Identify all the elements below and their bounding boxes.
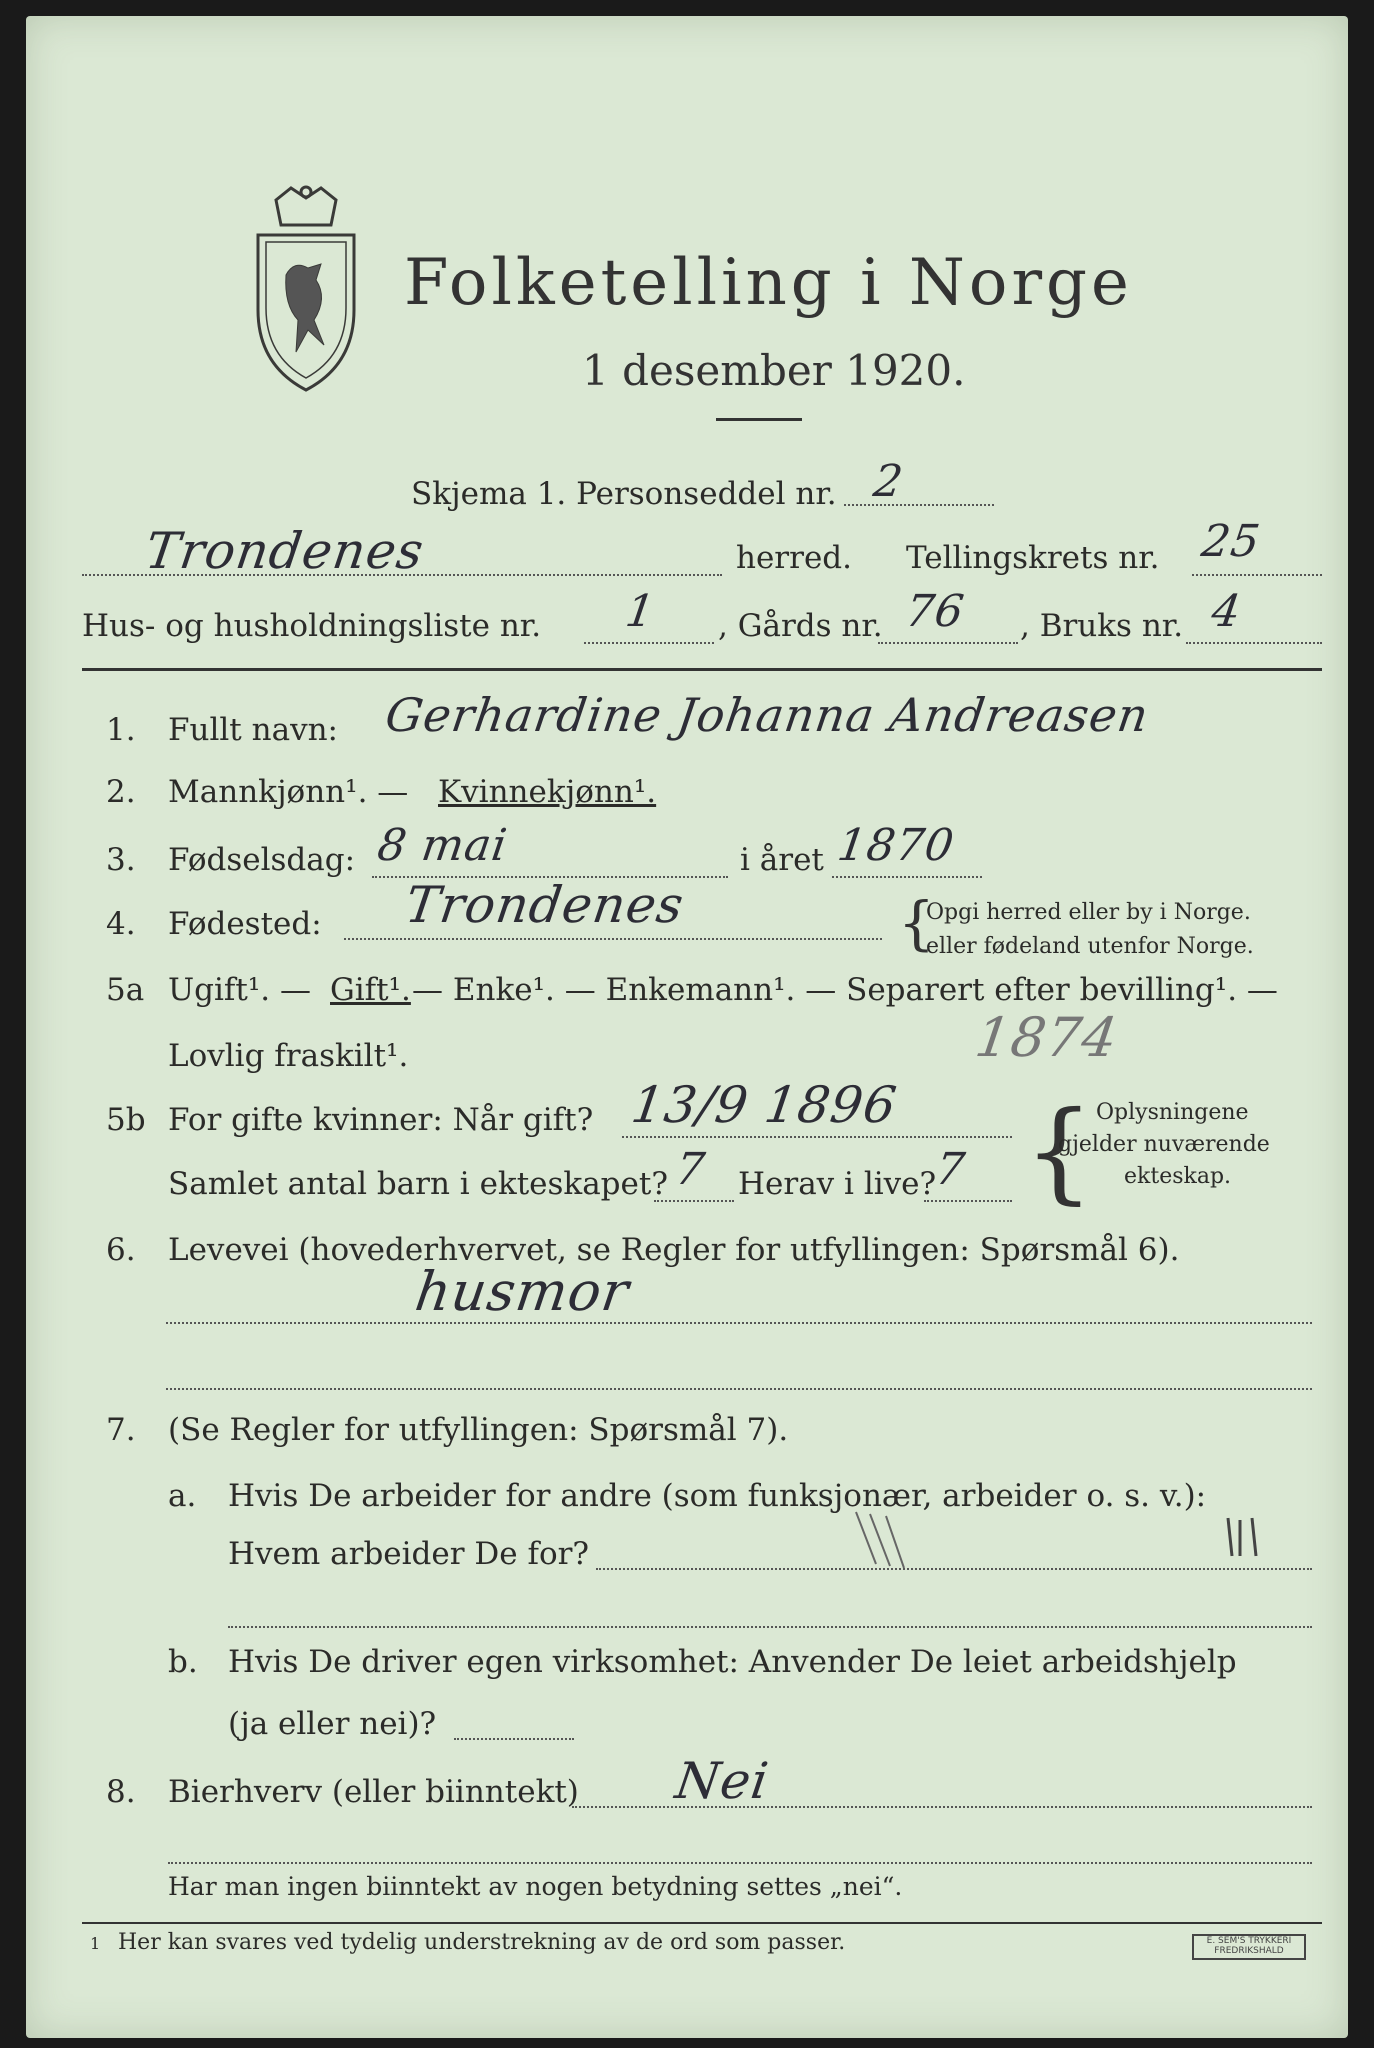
q4-number: 4.	[106, 906, 136, 942]
form-title: Folketelling i Norge	[404, 246, 1133, 320]
herred-label: herred.	[736, 540, 852, 576]
q4-brace: {	[898, 889, 935, 957]
q2-male-option: Mannkjønn¹. —	[168, 774, 409, 810]
q7b-label: Hvis De driver egen virksomhet: Anvender De leiet arbeidshjelp	[228, 1644, 1237, 1680]
q8-line	[572, 1806, 1312, 1808]
q5b-note-1: Oplysningene	[1096, 1100, 1249, 1125]
q4-note-2: eller fødeland utenfor Norge.	[926, 934, 1254, 959]
q5b-children-label: Samlet antal barn i ekteskapet?	[168, 1166, 668, 1202]
q5b-alive-label: Herav i live?	[738, 1166, 937, 1202]
q8-number: 8.	[106, 1774, 136, 1810]
q3-number: 3.	[106, 842, 136, 878]
q7a-employer-label: Hvem arbeider De for?	[228, 1536, 590, 1572]
norway-coat-of-arms-icon	[236, 180, 376, 400]
q5a-annotation: 1874	[971, 1006, 1122, 1069]
q6-occupation: husmor	[411, 1260, 634, 1323]
q5b-label: For gifte kvinner: Når gift?	[168, 1102, 594, 1138]
q5b-marriage-line	[622, 1136, 1012, 1138]
q3-year: 1870	[834, 820, 958, 871]
header-divider	[82, 668, 1322, 671]
q5b-note-3: ekteskap.	[1124, 1164, 1232, 1189]
household-line	[584, 642, 714, 644]
q2-female-option: Kvinnekjønn¹.	[438, 774, 657, 810]
footer-divider	[82, 1922, 1322, 1924]
q5b-number: 5b	[106, 1102, 146, 1138]
q7b-answer-label: (ja eller nei)?	[228, 1706, 437, 1742]
bruks-value: 4	[1208, 586, 1245, 637]
q7a-line-2	[228, 1626, 1312, 1628]
q4-label: Fødested:	[168, 906, 322, 942]
q1-label: Fullt navn:	[168, 712, 338, 748]
q5b-note-2: gjelder nuværende	[1058, 1132, 1270, 1157]
bruks-label: , Bruks nr.	[1020, 608, 1184, 644]
household-label: Hus- og husholdningsliste nr.	[82, 608, 542, 644]
herred-value: Trondenes	[141, 522, 428, 580]
q5a-unmarried-option: Ugift¹. —	[168, 972, 311, 1008]
q1-full-name: Gerhardine Johanna Andreasen	[382, 688, 1153, 742]
q3-year-line	[832, 876, 982, 878]
schema-label: Skjema 1. Personseddel nr.	[411, 476, 837, 512]
title-divider	[716, 418, 802, 421]
schema-number: 2	[870, 456, 907, 507]
bruks-line	[1186, 642, 1322, 644]
q3-label: Fødselsdag:	[168, 842, 356, 878]
footer-note: Har man ingen biinntekt av nogen betydning settes „nei“.	[168, 1872, 903, 1901]
q5a-other-options: — Enke¹. — Enkemann¹. — Separert efter bevilling¹. —	[412, 972, 1278, 1008]
tellingskrets-value: 25	[1198, 516, 1264, 567]
q7b-letter: b.	[168, 1644, 198, 1680]
q4-birthplace-line	[344, 938, 882, 940]
q5b-brace: {	[1024, 1087, 1094, 1215]
q5b-alive-value: 7	[932, 1144, 969, 1195]
gards-line	[878, 642, 1018, 644]
q5a-divorced-option: Lovlig fraskilt¹.	[168, 1038, 409, 1074]
q5b-children-line	[654, 1200, 734, 1202]
q8-label: Bierhverv (eller biinntekt)	[168, 1774, 579, 1810]
q6-label: Levevei (hovederhvervet, se Regler for utfyllingen: Spørsmål 6).	[168, 1232, 1180, 1268]
q8-line-2	[168, 1862, 1312, 1864]
footnote-marker: 1	[90, 1934, 101, 1953]
tellingskrets-label: Tellingskrets nr.	[906, 540, 1160, 576]
q3-year-label: i året	[740, 842, 824, 878]
q5a-married-option: Gift¹.	[330, 972, 411, 1008]
q7a-letter: a.	[168, 1478, 197, 1514]
q8-secondary-income: Nei	[671, 1752, 773, 1810]
herred-line	[82, 574, 722, 576]
ditto-mark-icon	[1216, 1512, 1276, 1562]
printer-stamp: E. SEM'S TRYKKERI FREDRIKSHALD	[1192, 1934, 1306, 1960]
q7b-answer-line	[454, 1738, 574, 1740]
footnote-text: Her kan svares ved tydelig understrekning av de ord som passer.	[118, 1930, 846, 1955]
q7a-label: Hvis De arbeider for andre (som funksjonær, arbeider o. s. v.):	[228, 1478, 1207, 1514]
q1-number: 1.	[106, 712, 136, 748]
q7-label: (Se Regler for utfyllingen: Spørsmål 7).	[168, 1412, 789, 1448]
q6-line-2	[166, 1388, 1312, 1390]
q5b-children-value: 7	[672, 1144, 709, 1195]
q6-number: 6.	[106, 1232, 136, 1268]
q5b-alive-line	[924, 1200, 1012, 1202]
tellingskrets-line	[1192, 574, 1322, 576]
q5b-marriage-date: 13/9 1896	[627, 1076, 901, 1134]
q4-note-1: Opgi herred eller by i Norge.	[926, 900, 1251, 925]
q6-line-1	[166, 1322, 1312, 1324]
household-value: 1	[622, 586, 659, 637]
gards-label: , Gårds nr.	[718, 608, 883, 644]
ditto-mark-icon	[846, 1504, 926, 1574]
q3-birthday: 8 mai	[374, 820, 511, 871]
q4-birthplace: Trondenes	[401, 876, 688, 934]
q2-number: 2.	[106, 774, 136, 810]
q5a-number: 5a	[106, 972, 145, 1008]
census-date: 1 desember 1920.	[582, 346, 966, 395]
q7-number: 7.	[106, 1412, 136, 1448]
gards-value: 76	[902, 586, 968, 637]
q7a-employer-line	[596, 1568, 1312, 1570]
schema-number-line	[844, 504, 994, 506]
census-form-sheet	[26, 16, 1348, 2038]
